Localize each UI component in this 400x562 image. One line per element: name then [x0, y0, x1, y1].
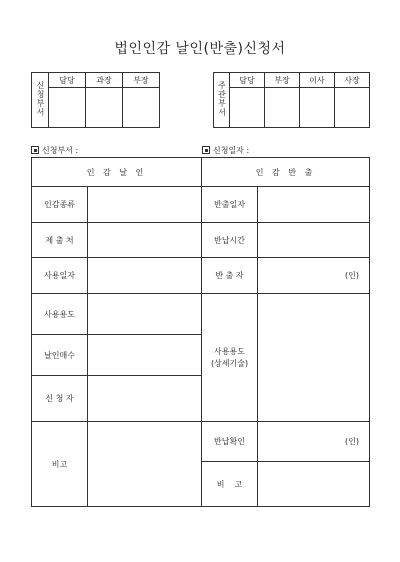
signature-cell[interactable] [230, 88, 265, 128]
row-label-return-time: 반납시간 [202, 223, 258, 258]
row-label-takeout-person: 반 출 자 [202, 258, 258, 294]
takeout-date-input[interactable] [258, 187, 370, 223]
approval-column-header: 과장 [86, 73, 123, 88]
dept-field: 신청부서 : [31, 145, 78, 156]
signature-cell[interactable] [300, 88, 335, 128]
section-header-stamp: 인 감 날 인 [32, 158, 202, 187]
approval-column-header: 부장 [123, 73, 160, 88]
applicant-input[interactable] [88, 376, 202, 422]
signature-cell[interactable] [86, 88, 123, 128]
purpose-input[interactable] [88, 294, 202, 335]
usage-detail-input[interactable] [258, 294, 370, 422]
note-left-input[interactable] [88, 422, 202, 507]
approval-row-label: 주관부서 [214, 73, 230, 128]
approval-column-header: 사장 [335, 73, 370, 88]
row-label-stamp-type: 인감종류 [32, 187, 88, 223]
row-label-submit-to: 제 출 처 [32, 223, 88, 258]
signature-cell[interactable] [265, 88, 300, 128]
date-field: 신청일자 : [202, 145, 249, 156]
stamp-count-input[interactable] [88, 335, 202, 376]
submit-to-input[interactable] [88, 223, 202, 258]
row-label-stamp-count: 날인매수 [32, 335, 88, 376]
row-label-purpose: 사용용도 [32, 294, 88, 335]
page-title: 법인인감 날인(반출)신청서 [114, 41, 286, 57]
signature-cell[interactable] [335, 88, 370, 128]
section-header-takeout: 인 감 반 출 [202, 158, 370, 187]
seal-mark: (인) [345, 437, 360, 446]
checkbox-filled-icon [202, 146, 210, 154]
signature-cell[interactable] [49, 88, 86, 128]
seal-mark: (인) [345, 271, 360, 280]
row-label-note-left: 비고 [32, 422, 88, 507]
request-form-table [31, 157, 370, 507]
approval-row-label: 신청부서 [32, 73, 49, 128]
note-right-input[interactable] [258, 462, 370, 507]
approval-grid-right [213, 72, 370, 128]
use-date-input[interactable] [88, 258, 202, 294]
takeout-person-input[interactable] [258, 258, 370, 294]
return-confirm-input[interactable] [258, 422, 370, 462]
row-label-use-date: 사용일자 [32, 258, 88, 294]
approval-grid-left [31, 72, 160, 128]
approval-column-header: 부장 [265, 73, 300, 88]
approval-column-header: 이사 [300, 73, 335, 88]
row-label-usage-detail: 사용용도 (상세기술) [202, 294, 258, 422]
return-time-input[interactable] [258, 223, 370, 258]
row-label-applicant: 신 청 자 [32, 376, 88, 422]
row-label-takeout-date: 반출일자 [202, 187, 258, 223]
checkbox-filled-icon [31, 146, 39, 154]
row-label-note-right: 비 고 [202, 462, 258, 507]
approval-column-header: 담당 [49, 73, 86, 88]
approval-column-header: 담당 [230, 73, 265, 88]
stamp-type-input[interactable] [88, 187, 202, 223]
row-label-return-confirm: 반납확인 [202, 422, 258, 462]
signature-cell[interactable] [123, 88, 160, 128]
